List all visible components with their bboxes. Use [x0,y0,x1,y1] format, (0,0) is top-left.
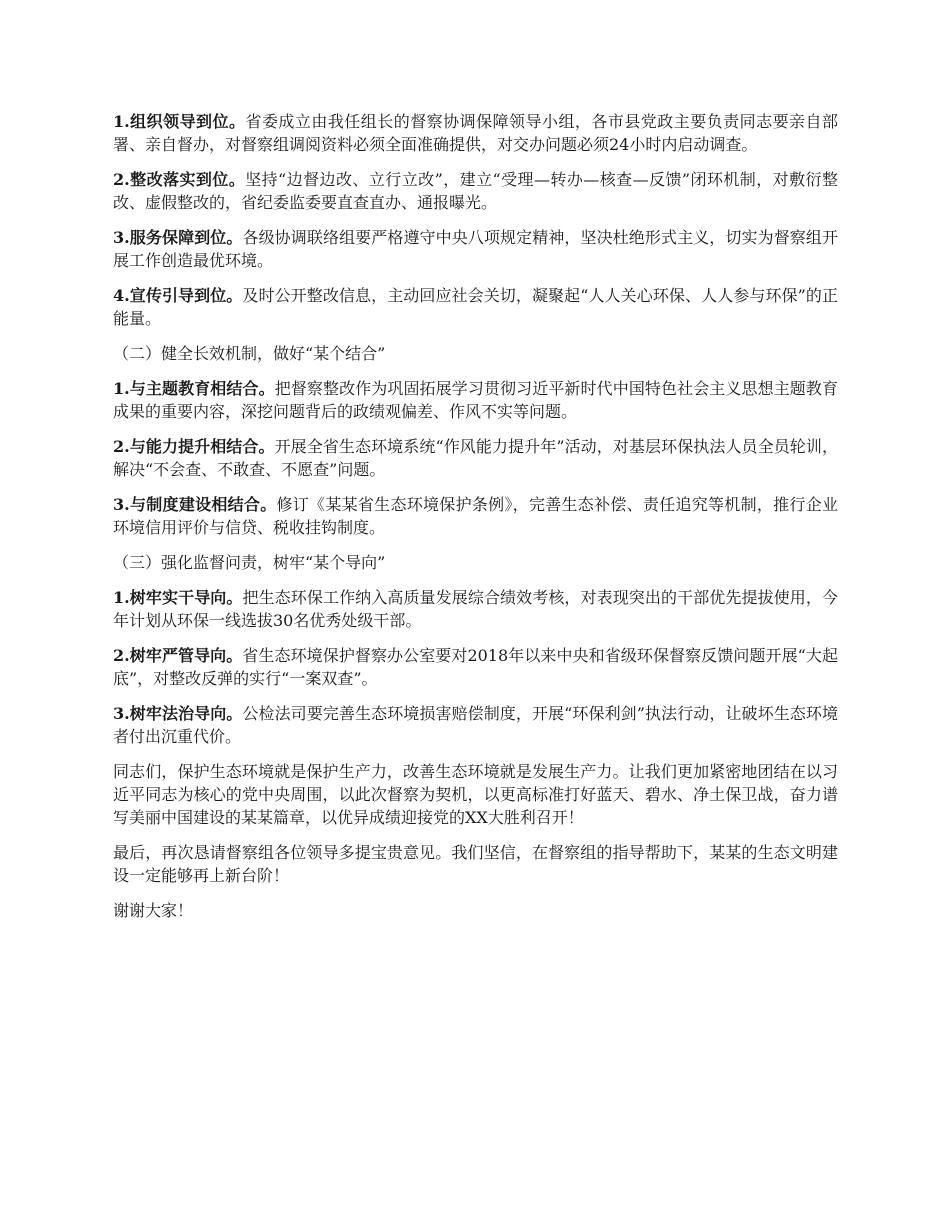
paragraph [113,644,838,690]
paragraph-lead: 2.与能力提升相结合。 [113,437,275,456]
paragraph-text: 各级协调联络组要严格遵守中央八项规定精神，坚决杜绝形式主义，切实为督察组开展工作创造最优环境。 [113,228,838,270]
paragraph [113,493,838,539]
paragraph-lead: 2.树牢严管导向。 [113,646,243,665]
paragraph [113,586,838,632]
section-heading-2: （二）健全长效机制，做好“某个结合” [113,344,386,363]
paragraph [113,284,838,330]
paragraph [113,110,838,156]
paragraph [113,702,838,748]
closing-paragraph: 最后，再次恳请督察组各位领导多提宝贵意见。我们坚信，在督察组的指导帮助下，某某的生态文明建设一定能够再上新台阶！ [113,843,838,885]
paragraph-lead: 3.与制度建设相结合。 [113,495,277,514]
paragraph [113,168,838,214]
paragraph-lead: 3.服务保障到位。 [113,228,243,247]
paragraph-text: 把督察整改作为巩固拓展学习贯彻习近平新时代中国特色社会主义思想主题教育成果的重要内容，深挖问题背后的政绩观偏差、作风不实等问题。 [113,379,838,421]
paragraph-text: 及时公开整改信息，主动回应社会关切，凝聚起“人人关心环保、人人参与环保”的正能量。 [113,286,838,328]
paragraph [113,435,838,481]
paragraph [113,377,838,423]
paragraph-lead: 4.宣传引导到位。 [113,286,243,305]
paragraph-lead: 2.整改落实到位。 [113,170,246,189]
paragraph-text: 省生态环境保护督察办公室要对2018年以来中央和省级环保督察反馈问题开展“大起底”，对整改反弹的实行“一案双查”。 [113,646,838,688]
paragraph [113,226,838,272]
paragraph-lead: 1.组织领导到位。 [113,112,246,131]
closing-thanks: 谢谢大家！ [113,901,194,920]
paragraph-text: 把生态环保工作纳入高质量发展综合绩效考核，对表现突出的干部优先提拔使用，今年计划从环保一线选拔30名优秀处级干部。 [113,588,838,630]
paragraph-lead: 3.树牢法治导向。 [113,704,243,723]
paragraph-lead: 1.与主题教育相结合。 [113,379,275,398]
paragraph-lead: 1.树牢实干导向。 [113,588,243,607]
paragraph-text: 公检法司要完善生态环境损害赔偿制度，开展“环保利剑”执法行动，让破坏生态环境者付出沉重代价。 [113,704,838,746]
closing-paragraph: 同志们，保护生态环境就是保护生产力，改善生态环境就是发展生产力。让我们更加紧密地团结在以习近平同志为核心的党中央周围，以此次督察为契机，以更高标准打好蓝天、碧水、净土保卫战，奋力谱写美丽中国建设的某某篇章，以优异成绩迎接党的XX大胜利召开！ [113,762,838,827]
paragraph-text: 省委成立由我任组长的督察协调保障领导小组，各市县党政主要负责同志要亲自部署、亲自督办，对督察组调阅资料必须全面准确提供，对交办问题必须24小时内启动调查。 [113,112,838,154]
paragraph-text: 修订《某某省生态环境保护条例》，完善生态补偿、责任追究等机制，推行企业环境信用评价与信贷、税收挂钩制度。 [113,495,838,537]
paragraph-text: 坚持“边督边改、立行立改”，建立“受理—转办—核查—反馈”闭环机制，对敷衍整改、虚假整改的，省纪委监委要直查直办、通报曝光。 [113,170,838,212]
section-heading-3: （三）强化监督问责，树牢“某个导向” [113,553,386,572]
paragraph-text: 开展全省生态环境系统“作风能力提升年”活动，对基层环保执法人员全员轮训，解决“不会查、不敢查、不愿查”问题。 [113,437,838,479]
document-page [113,110,838,934]
